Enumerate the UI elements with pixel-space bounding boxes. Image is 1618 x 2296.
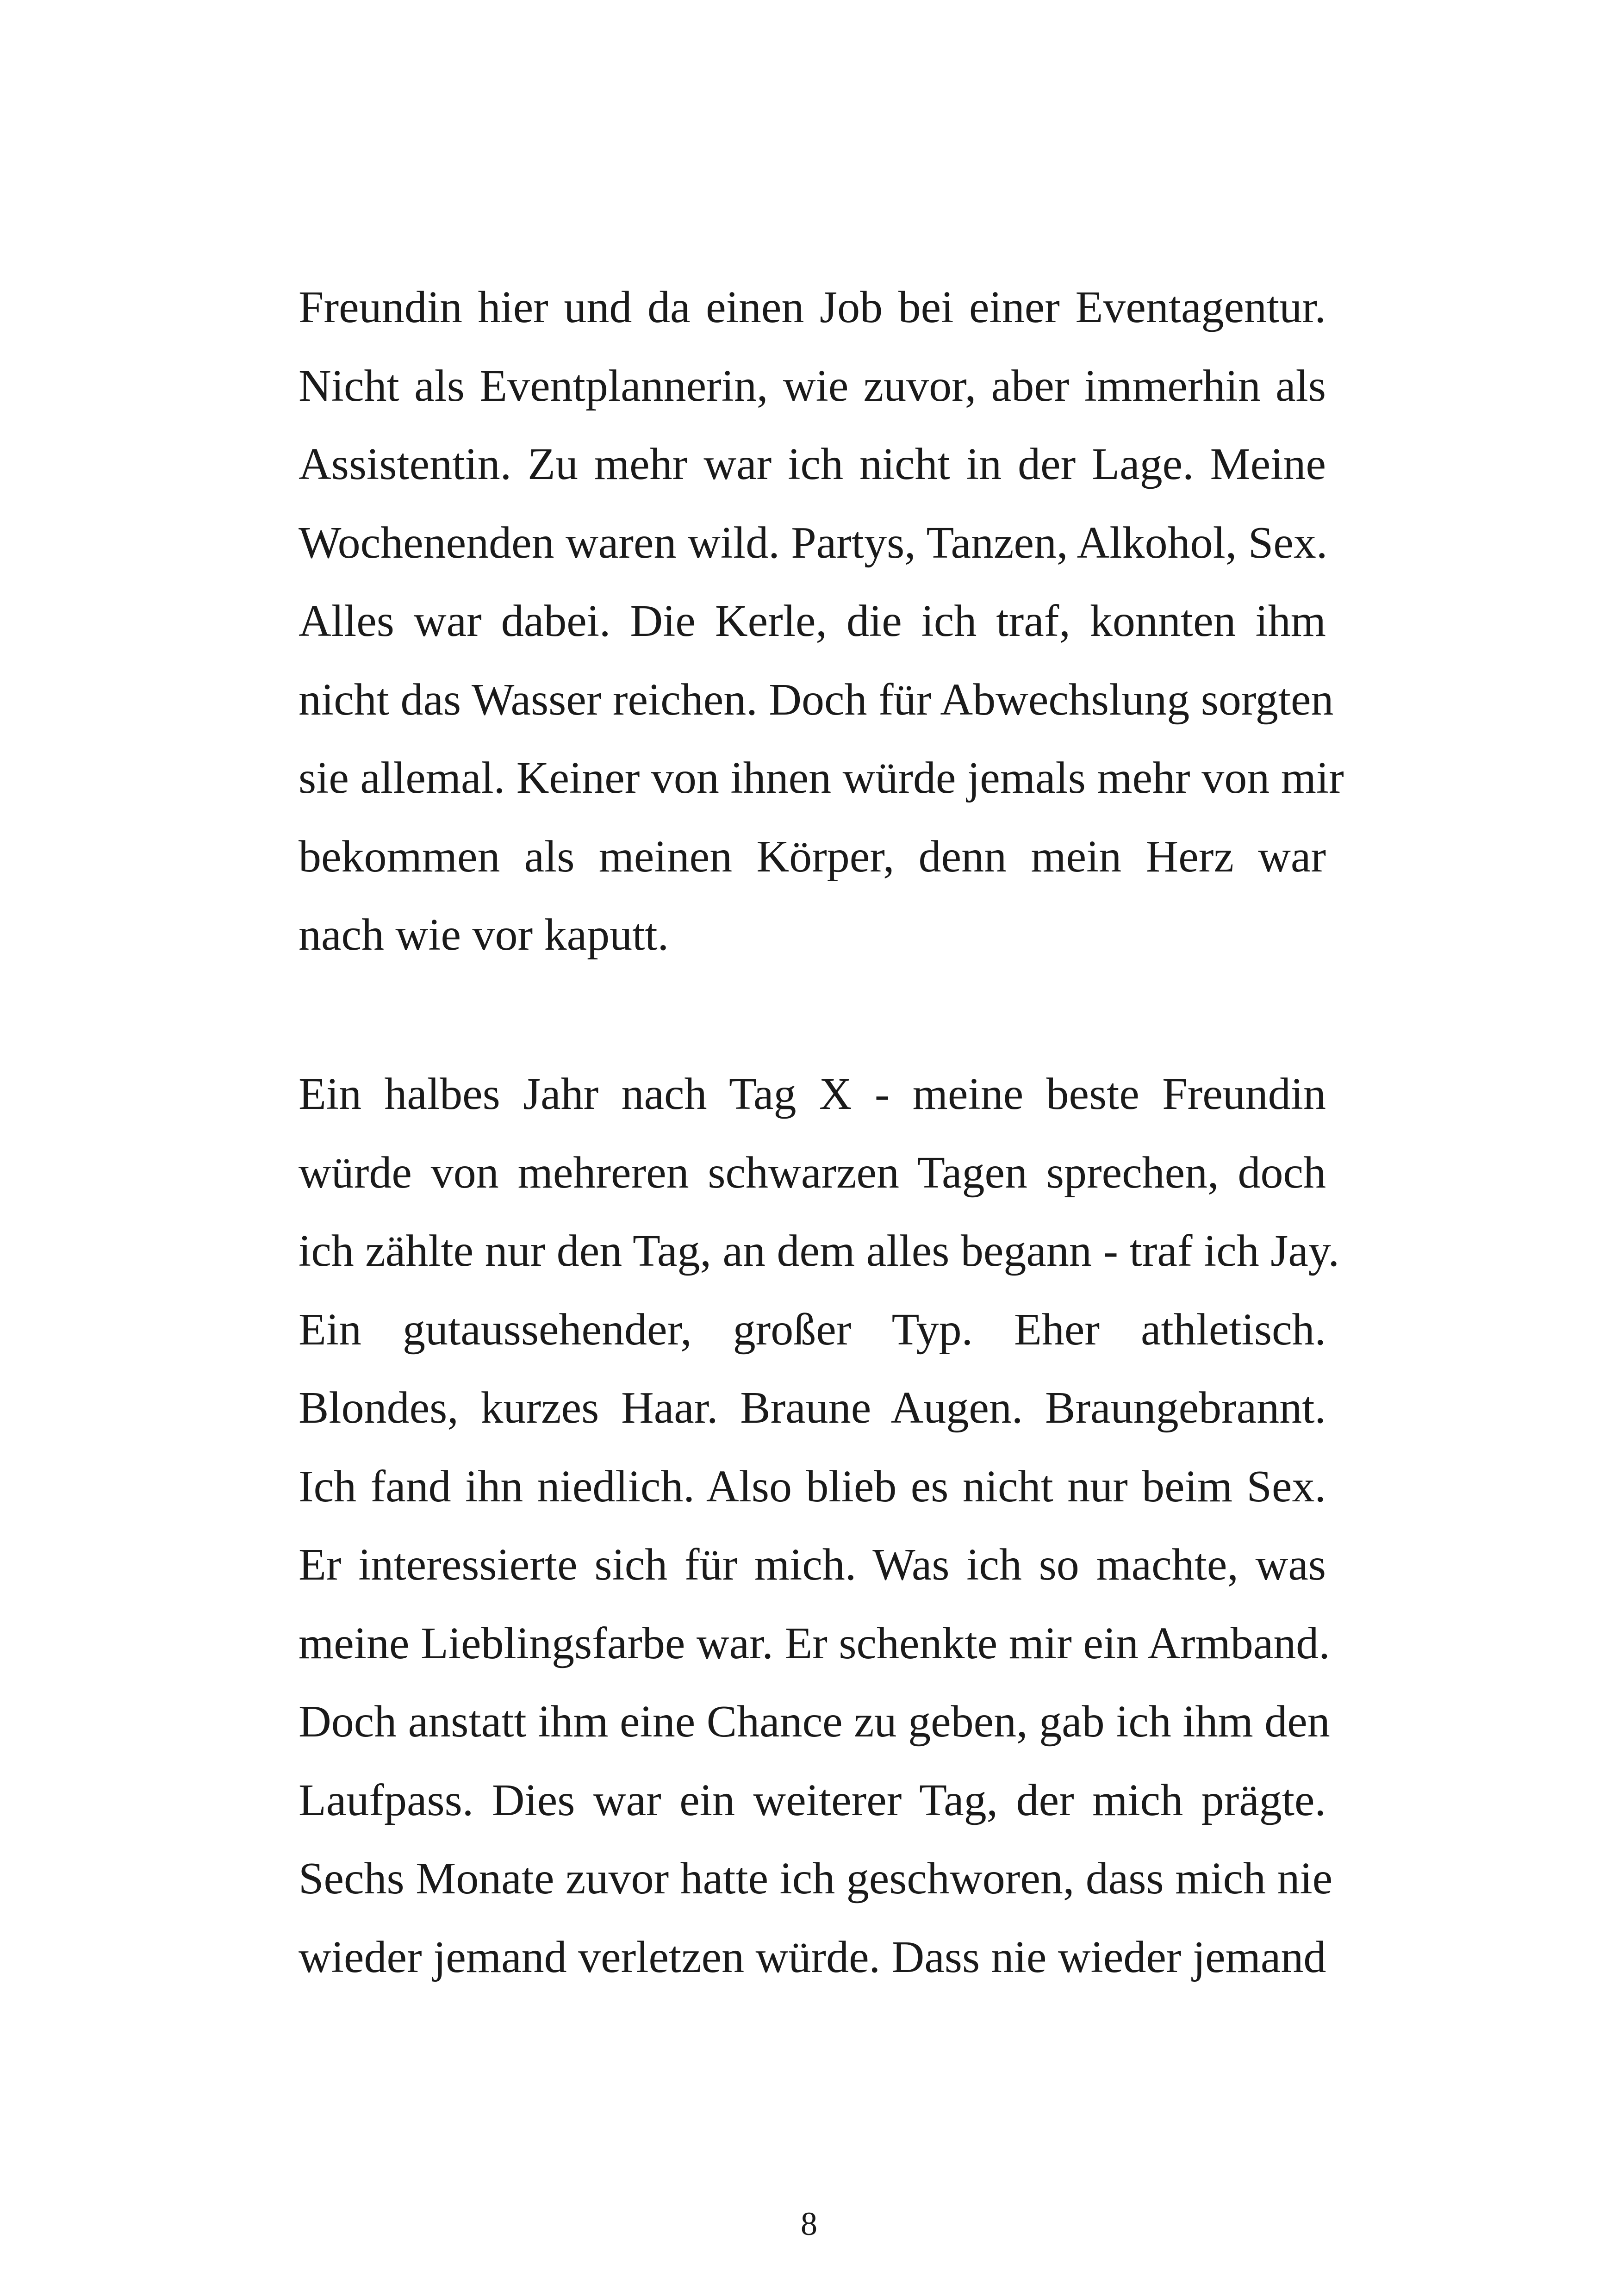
paragraph-1 — [299, 268, 1344, 975]
text-line: ich zählte nur den Tag, an dem alles begann - traf ich Jay. — [299, 1226, 1339, 1276]
text-line: Laufpass. Dies war ein weiterer Tag, der mich prägte. — [299, 1775, 1326, 1825]
text-line: Er interessierte sich für mich. Was ich so machte, was — [299, 1540, 1326, 1590]
text-line: Assistentin. Zu mehr war ich nicht in der Lage. Meine — [299, 439, 1326, 489]
page-number: 8 — [801, 2205, 817, 2242]
text-line: wieder jemand verletzen würde. Dass nie wieder jemand — [299, 1932, 1326, 1982]
text-line: meine Lieblingsfarbe war. Er schenkte mir ein Armband. — [299, 1618, 1330, 1668]
text-line: Ich fand ihn niedlich. Also blieb es nicht nur beim Sex. — [299, 1461, 1326, 1512]
text-line: Ein gutaussehender, großer Typ. Eher athletisch. — [299, 1304, 1326, 1355]
text-line: Freundin hier und da einen Job bei einer Eventagentur. — [299, 282, 1326, 332]
text-line: Nicht als Eventplannerin, wie zuvor, aber immerhin als — [299, 361, 1326, 411]
text-line: sie allemal. Keiner von ihnen würde jemals mehr von mir — [299, 753, 1344, 803]
text-line: Doch anstatt ihm eine Chance zu geben, gab ich ihm den — [299, 1697, 1330, 1747]
text-line: Wochenenden waren wild. Partys, Tanzen, Alkohol, Sex. — [299, 517, 1328, 568]
text-line: Blondes, kurzes Haar. Braune Augen. Braungebrannt. — [299, 1383, 1326, 1433]
text-line: Alles war dabei. Die Kerle, die ich traf, konnten ihm — [299, 596, 1326, 646]
text-line: würde von mehreren schwarzen Tagen sprechen, doch — [299, 1147, 1326, 1198]
text-line: nach wie vor kaputt. — [299, 910, 669, 960]
text-line: Sechs Monate zuvor hatte ich geschworen, dass mich nie — [299, 1854, 1333, 1904]
text-line: nicht das Wasser reichen. Doch für Abwechslung sorgten — [299, 674, 1334, 725]
paragraph-2 — [299, 1055, 1339, 1997]
text-line: bekommen als meinen Körper, denn mein Herz war — [299, 831, 1326, 882]
text-line: Ein halbes Jahr nach Tag X - meine beste Freundin — [299, 1069, 1326, 1119]
